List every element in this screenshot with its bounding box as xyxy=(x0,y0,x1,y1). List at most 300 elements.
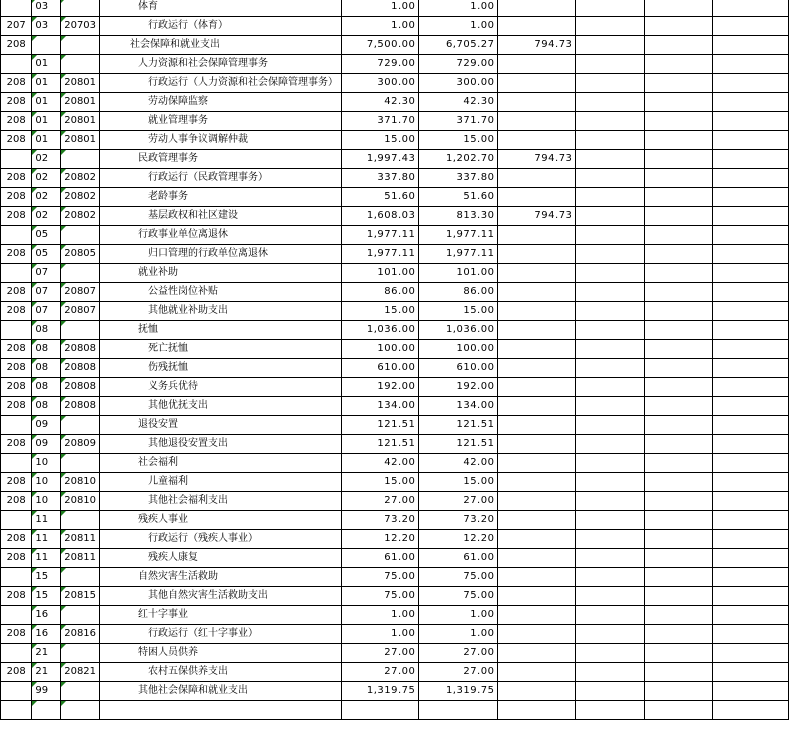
section-code-cell[interactable]: 11 xyxy=(32,549,61,568)
empty-cell[interactable] xyxy=(576,17,644,36)
section-code-cell[interactable]: 15 xyxy=(32,587,61,606)
subject-name-cell[interactable]: 劳动保障监察 xyxy=(100,93,342,112)
item-code-cell[interactable]: 20808 xyxy=(61,397,100,416)
empty-cell[interactable] xyxy=(576,511,644,530)
empty-cell[interactable] xyxy=(576,701,644,720)
empty-cell[interactable] xyxy=(644,264,712,283)
item-code-cell[interactable] xyxy=(61,454,100,473)
total-amount-cell[interactable]: 1,319.75 xyxy=(342,682,419,701)
section-code-cell[interactable]: 99 xyxy=(32,682,61,701)
item-code-cell[interactable] xyxy=(61,150,100,169)
basic-expense-cell[interactable]: 121.51 xyxy=(419,416,498,435)
project-expense-cell[interactable] xyxy=(498,321,576,340)
class-code-cell[interactable] xyxy=(1,606,32,625)
section-code-cell[interactable]: 10 xyxy=(32,492,61,511)
class-code-cell[interactable]: 208 xyxy=(1,340,32,359)
empty-cell[interactable] xyxy=(713,131,789,150)
section-code-cell[interactable]: 01 xyxy=(32,93,61,112)
empty-cell[interactable] xyxy=(713,625,789,644)
class-code-cell[interactable] xyxy=(1,568,32,587)
total-amount-cell[interactable]: 1,977.11 xyxy=(342,245,419,264)
subject-name-cell[interactable]: 行政运行（残疾人事业） xyxy=(100,530,342,549)
empty-cell[interactable] xyxy=(576,150,644,169)
item-code-cell[interactable] xyxy=(61,568,100,587)
item-code-cell[interactable]: 20801 xyxy=(61,112,100,131)
total-amount-cell[interactable]: 121.51 xyxy=(342,416,419,435)
total-amount-cell[interactable]: 42.30 xyxy=(342,93,419,112)
item-code-cell[interactable]: 20808 xyxy=(61,378,100,397)
class-code-cell[interactable] xyxy=(1,511,32,530)
item-code-cell[interactable]: 20808 xyxy=(61,359,100,378)
total-amount-cell[interactable]: 75.00 xyxy=(342,587,419,606)
item-code-cell[interactable]: 20808 xyxy=(61,340,100,359)
class-code-cell[interactable]: 208 xyxy=(1,663,32,682)
subject-name-cell[interactable]: 其他优抚支出 xyxy=(100,397,342,416)
project-expense-cell[interactable]: 794.73 xyxy=(498,36,576,55)
empty-cell[interactable] xyxy=(644,663,712,682)
section-code-cell[interactable]: 02 xyxy=(32,169,61,188)
subject-name-cell[interactable]: 行政运行（红十字事业） xyxy=(100,625,342,644)
item-code-cell[interactable]: 20821 xyxy=(61,663,100,682)
empty-cell[interactable] xyxy=(644,321,712,340)
empty-cell[interactable] xyxy=(713,606,789,625)
basic-expense-cell[interactable]: 15.00 xyxy=(419,131,498,150)
item-code-cell[interactable]: 20801 xyxy=(61,93,100,112)
item-code-cell[interactable] xyxy=(61,701,100,720)
empty-cell[interactable] xyxy=(644,454,712,473)
item-code-cell[interactable]: 20802 xyxy=(61,207,100,226)
empty-cell[interactable] xyxy=(713,17,789,36)
subject-name-cell[interactable]: 其他就业补助支出 xyxy=(100,302,342,321)
item-code-cell[interactable] xyxy=(61,606,100,625)
project-expense-cell[interactable] xyxy=(498,378,576,397)
basic-expense-cell[interactable]: 134.00 xyxy=(419,397,498,416)
basic-expense-cell[interactable]: 101.00 xyxy=(419,264,498,283)
total-amount-cell[interactable]: 1,997.43 xyxy=(342,150,419,169)
project-expense-cell[interactable] xyxy=(498,55,576,74)
empty-cell[interactable] xyxy=(644,169,712,188)
subject-name-cell[interactable]: 残疾人事业 xyxy=(100,511,342,530)
empty-cell[interactable] xyxy=(644,587,712,606)
empty-cell[interactable] xyxy=(576,568,644,587)
empty-cell[interactable] xyxy=(713,226,789,245)
subject-name-cell[interactable]: 劳动人事争议调解仲裁 xyxy=(100,131,342,150)
total-amount-cell[interactable]: 1.00 xyxy=(342,625,419,644)
subject-name-cell[interactable]: 行政运行（民政管理事务） xyxy=(100,169,342,188)
item-code-cell[interactable]: 20805 xyxy=(61,245,100,264)
project-expense-cell[interactable] xyxy=(498,264,576,283)
empty-cell[interactable] xyxy=(644,283,712,302)
total-amount-cell[interactable]: 300.00 xyxy=(342,74,419,93)
basic-expense-cell[interactable]: 121.51 xyxy=(419,435,498,454)
empty-cell[interactable] xyxy=(713,188,789,207)
empty-cell[interactable] xyxy=(576,644,644,663)
class-code-cell[interactable]: 208 xyxy=(1,473,32,492)
total-amount-cell[interactable]: 134.00 xyxy=(342,397,419,416)
empty-cell[interactable] xyxy=(644,530,712,549)
empty-cell[interactable] xyxy=(713,568,789,587)
class-code-cell[interactable]: 208 xyxy=(1,397,32,416)
basic-expense-cell[interactable]: 73.20 xyxy=(419,511,498,530)
empty-cell[interactable] xyxy=(576,226,644,245)
empty-cell[interactable] xyxy=(644,36,712,55)
empty-cell[interactable] xyxy=(713,74,789,93)
total-amount-cell[interactable]: 192.00 xyxy=(342,378,419,397)
class-code-cell[interactable] xyxy=(1,150,32,169)
empty-cell[interactable] xyxy=(644,0,712,17)
basic-expense-cell[interactable]: 337.80 xyxy=(419,169,498,188)
basic-expense-cell[interactable]: 27.00 xyxy=(419,644,498,663)
total-amount-cell[interactable]: 15.00 xyxy=(342,302,419,321)
project-expense-cell[interactable] xyxy=(498,511,576,530)
empty-cell[interactable] xyxy=(713,397,789,416)
empty-cell[interactable] xyxy=(576,93,644,112)
section-code-cell[interactable]: 01 xyxy=(32,112,61,131)
empty-cell[interactable] xyxy=(644,74,712,93)
empty-cell[interactable] xyxy=(713,264,789,283)
item-code-cell[interactable] xyxy=(61,55,100,74)
class-code-cell[interactable]: 208 xyxy=(1,36,32,55)
subject-name-cell[interactable]: 社会保障和就业支出 xyxy=(100,36,342,55)
empty-cell[interactable] xyxy=(644,435,712,454)
empty-cell[interactable] xyxy=(644,93,712,112)
empty-cell[interactable] xyxy=(576,378,644,397)
empty-cell[interactable] xyxy=(713,302,789,321)
class-code-cell[interactable]: 208 xyxy=(1,492,32,511)
basic-expense-cell[interactable]: 192.00 xyxy=(419,378,498,397)
subject-name-cell[interactable]: 残疾人康复 xyxy=(100,549,342,568)
class-code-cell[interactable]: 208 xyxy=(1,378,32,397)
project-expense-cell[interactable] xyxy=(498,17,576,36)
total-amount-cell[interactable]: 1.00 xyxy=(342,17,419,36)
project-expense-cell[interactable] xyxy=(498,169,576,188)
section-code-cell[interactable]: 02 xyxy=(32,207,61,226)
empty-cell[interactable] xyxy=(576,625,644,644)
empty-cell[interactable] xyxy=(576,549,644,568)
subject-name-cell[interactable]: 体育 xyxy=(100,0,342,17)
project-expense-cell[interactable] xyxy=(498,473,576,492)
total-amount-cell[interactable]: 27.00 xyxy=(342,663,419,682)
item-code-cell[interactable]: 20802 xyxy=(61,169,100,188)
total-amount-cell[interactable]: 42.00 xyxy=(342,454,419,473)
empty-cell[interactable] xyxy=(644,625,712,644)
project-expense-cell[interactable] xyxy=(498,568,576,587)
section-code-cell[interactable]: 08 xyxy=(32,340,61,359)
empty-cell[interactable] xyxy=(713,340,789,359)
total-amount-cell[interactable]: 27.00 xyxy=(342,492,419,511)
section-code-cell[interactable]: 07 xyxy=(32,264,61,283)
total-amount-cell[interactable]: 1.00 xyxy=(342,0,419,17)
basic-expense-cell[interactable]: 86.00 xyxy=(419,283,498,302)
subject-name-cell[interactable]: 退役安置 xyxy=(100,416,342,435)
empty-cell[interactable] xyxy=(713,245,789,264)
project-expense-cell[interactable] xyxy=(498,454,576,473)
basic-expense-cell[interactable]: 371.70 xyxy=(419,112,498,131)
class-code-cell[interactable]: 208 xyxy=(1,93,32,112)
total-amount-cell[interactable]: 1,608.03 xyxy=(342,207,419,226)
basic-expense-cell[interactable]: 610.00 xyxy=(419,359,498,378)
section-code-cell[interactable]: 16 xyxy=(32,606,61,625)
empty-cell[interactable] xyxy=(576,169,644,188)
section-code-cell[interactable]: 01 xyxy=(32,131,61,150)
empty-cell[interactable] xyxy=(576,530,644,549)
empty-cell[interactable] xyxy=(644,245,712,264)
empty-cell[interactable] xyxy=(576,302,644,321)
basic-expense-cell[interactable]: 15.00 xyxy=(419,473,498,492)
item-code-cell[interactable] xyxy=(61,36,100,55)
empty-cell[interactable] xyxy=(644,17,712,36)
class-code-cell[interactable]: 208 xyxy=(1,169,32,188)
item-code-cell[interactable]: 20816 xyxy=(61,625,100,644)
item-code-cell[interactable]: 20811 xyxy=(61,549,100,568)
subject-name-cell[interactable]: 自然灾害生活救助 xyxy=(100,568,342,587)
empty-cell[interactable] xyxy=(644,55,712,74)
total-amount-cell[interactable]: 12.20 xyxy=(342,530,419,549)
project-expense-cell[interactable] xyxy=(498,283,576,302)
subject-name-cell[interactable]: 民政管理事务 xyxy=(100,150,342,169)
total-amount-cell[interactable]: 729.00 xyxy=(342,55,419,74)
total-amount-cell[interactable]: 75.00 xyxy=(342,568,419,587)
project-expense-cell[interactable] xyxy=(498,74,576,93)
section-code-cell[interactable]: 21 xyxy=(32,663,61,682)
basic-expense-cell[interactable]: 1,036.00 xyxy=(419,321,498,340)
empty-cell[interactable] xyxy=(576,682,644,701)
project-expense-cell[interactable] xyxy=(498,131,576,150)
class-code-cell[interactable]: 208 xyxy=(1,302,32,321)
project-expense-cell[interactable] xyxy=(498,492,576,511)
project-expense-cell[interactable] xyxy=(498,0,576,17)
total-amount-cell[interactable]: 121.51 xyxy=(342,435,419,454)
project-expense-cell[interactable] xyxy=(498,625,576,644)
class-code-cell[interactable] xyxy=(1,0,32,17)
item-code-cell[interactable] xyxy=(61,321,100,340)
class-code-cell[interactable]: 208 xyxy=(1,188,32,207)
basic-expense-cell[interactable]: 100.00 xyxy=(419,340,498,359)
empty-cell[interactable] xyxy=(713,492,789,511)
item-code-cell[interactable]: 20810 xyxy=(61,492,100,511)
basic-expense-cell[interactable]: 27.00 xyxy=(419,663,498,682)
class-code-cell[interactable] xyxy=(1,644,32,663)
section-code-cell[interactable]: 05 xyxy=(32,226,61,245)
subject-name-cell[interactable]: 社会福利 xyxy=(100,454,342,473)
empty-cell[interactable] xyxy=(713,55,789,74)
subject-name-cell[interactable]: 就业补助 xyxy=(100,264,342,283)
project-expense-cell[interactable] xyxy=(498,663,576,682)
project-expense-cell[interactable] xyxy=(498,302,576,321)
empty-cell[interactable] xyxy=(576,587,644,606)
empty-cell[interactable] xyxy=(644,511,712,530)
empty-cell[interactable] xyxy=(713,378,789,397)
empty-cell[interactable] xyxy=(576,397,644,416)
basic-expense-cell[interactable]: 15.00 xyxy=(419,302,498,321)
class-code-cell[interactable]: 207 xyxy=(1,17,32,36)
empty-cell[interactable] xyxy=(644,359,712,378)
subject-name-cell[interactable]: 行政事业单位离退休 xyxy=(100,226,342,245)
empty-cell[interactable] xyxy=(644,644,712,663)
empty-cell[interactable] xyxy=(576,283,644,302)
basic-expense-cell[interactable]: 1.00 xyxy=(419,0,498,17)
empty-cell[interactable] xyxy=(576,245,644,264)
empty-cell[interactable] xyxy=(576,321,644,340)
empty-cell[interactable] xyxy=(644,549,712,568)
empty-cell[interactable] xyxy=(713,511,789,530)
subject-name-cell[interactable]: 行政运行（体育） xyxy=(100,17,342,36)
section-code-cell[interactable]: 02 xyxy=(32,188,61,207)
empty-cell[interactable] xyxy=(644,207,712,226)
empty-cell[interactable] xyxy=(644,378,712,397)
basic-expense-cell[interactable]: 1.00 xyxy=(419,606,498,625)
empty-cell[interactable] xyxy=(644,416,712,435)
section-code-cell[interactable]: 02 xyxy=(32,150,61,169)
class-code-cell[interactable] xyxy=(1,682,32,701)
empty-cell[interactable] xyxy=(576,454,644,473)
section-code-cell[interactable]: 09 xyxy=(32,416,61,435)
project-expense-cell[interactable] xyxy=(498,416,576,435)
empty-cell[interactable] xyxy=(713,454,789,473)
project-expense-cell[interactable] xyxy=(498,606,576,625)
subject-name-cell[interactable]: 其他自然灾害生活救助支出 xyxy=(100,587,342,606)
class-code-cell[interactable] xyxy=(1,454,32,473)
empty-cell[interactable] xyxy=(713,549,789,568)
empty-cell[interactable] xyxy=(713,150,789,169)
item-code-cell[interactable]: 20801 xyxy=(61,74,100,93)
empty-cell[interactable] xyxy=(576,36,644,55)
subject-name-cell[interactable]: 就业管理事务 xyxy=(100,112,342,131)
item-code-cell[interactable]: 20810 xyxy=(61,473,100,492)
subject-name-cell[interactable]: 伤残抚恤 xyxy=(100,359,342,378)
project-expense-cell[interactable] xyxy=(498,359,576,378)
section-code-cell[interactable]: 08 xyxy=(32,397,61,416)
empty-cell[interactable] xyxy=(644,340,712,359)
total-amount-cell[interactable]: 51.60 xyxy=(342,188,419,207)
item-code-cell[interactable]: 20801 xyxy=(61,131,100,150)
basic-expense-cell[interactable]: 1,977.11 xyxy=(419,245,498,264)
empty-cell[interactable] xyxy=(644,302,712,321)
subject-name-cell[interactable]: 基层政权和社区建设 xyxy=(100,207,342,226)
class-code-cell[interactable]: 208 xyxy=(1,112,32,131)
total-amount-cell[interactable]: 15.00 xyxy=(342,131,419,150)
subject-name-cell[interactable]: 红十字事业 xyxy=(100,606,342,625)
item-code-cell[interactable]: 20815 xyxy=(61,587,100,606)
empty-cell[interactable] xyxy=(576,188,644,207)
class-code-cell[interactable]: 208 xyxy=(1,435,32,454)
class-code-cell[interactable]: 208 xyxy=(1,530,32,549)
project-expense-cell[interactable] xyxy=(498,549,576,568)
total-amount-cell[interactable]: 1,036.00 xyxy=(342,321,419,340)
section-code-cell[interactable]: 01 xyxy=(32,74,61,93)
basic-expense-cell[interactable]: 1.00 xyxy=(419,17,498,36)
item-code-cell[interactable] xyxy=(61,682,100,701)
empty-cell[interactable] xyxy=(713,587,789,606)
empty-cell[interactable] xyxy=(713,701,789,720)
basic-expense-cell[interactable]: 1.00 xyxy=(419,625,498,644)
empty-cell[interactable] xyxy=(576,112,644,131)
basic-expense-cell[interactable]: 6,705.27 xyxy=(419,36,498,55)
subject-name-cell[interactable]: 特困人员供养 xyxy=(100,644,342,663)
project-expense-cell[interactable] xyxy=(498,701,576,720)
class-code-cell[interactable] xyxy=(1,701,32,720)
empty-cell[interactable] xyxy=(713,283,789,302)
basic-expense-cell[interactable]: 813.30 xyxy=(419,207,498,226)
class-code-cell[interactable]: 208 xyxy=(1,245,32,264)
class-code-cell[interactable] xyxy=(1,226,32,245)
subject-name-cell[interactable]: 抚恤 xyxy=(100,321,342,340)
empty-cell[interactable] xyxy=(644,568,712,587)
section-code-cell[interactable]: 15 xyxy=(32,568,61,587)
empty-cell[interactable] xyxy=(644,112,712,131)
total-amount-cell[interactable] xyxy=(342,701,419,720)
empty-cell[interactable] xyxy=(644,701,712,720)
basic-expense-cell[interactable]: 42.30 xyxy=(419,93,498,112)
section-code-cell[interactable]: 11 xyxy=(32,530,61,549)
subject-name-cell[interactable]: 儿童福利 xyxy=(100,473,342,492)
total-amount-cell[interactable]: 1,977.11 xyxy=(342,226,419,245)
item-code-cell[interactable]: 20809 xyxy=(61,435,100,454)
empty-cell[interactable] xyxy=(644,226,712,245)
empty-cell[interactable] xyxy=(576,264,644,283)
section-code-cell[interactable]: 21 xyxy=(32,644,61,663)
basic-expense-cell[interactable]: 300.00 xyxy=(419,74,498,93)
empty-cell[interactable] xyxy=(713,473,789,492)
empty-cell[interactable] xyxy=(713,112,789,131)
section-code-cell[interactable]: 11 xyxy=(32,511,61,530)
class-code-cell[interactable] xyxy=(1,416,32,435)
item-code-cell[interactable]: 20811 xyxy=(61,530,100,549)
subject-name-cell[interactable]: 公益性岗位补贴 xyxy=(100,283,342,302)
section-code-cell[interactable]: 08 xyxy=(32,321,61,340)
empty-cell[interactable] xyxy=(713,36,789,55)
subject-name-cell[interactable]: 归口管理的行政单位离退休 xyxy=(100,245,342,264)
empty-cell[interactable] xyxy=(713,530,789,549)
project-expense-cell[interactable]: 794.73 xyxy=(498,207,576,226)
basic-expense-cell[interactable]: 1,202.70 xyxy=(419,150,498,169)
subject-name-cell[interactable]: 人力资源和社会保障管理事务 xyxy=(100,55,342,74)
total-amount-cell[interactable]: 1.00 xyxy=(342,606,419,625)
project-expense-cell[interactable]: 794.73 xyxy=(498,150,576,169)
section-code-cell[interactable]: 16 xyxy=(32,625,61,644)
section-code-cell[interactable] xyxy=(32,701,61,720)
section-code-cell[interactable]: 03 xyxy=(32,0,61,17)
total-amount-cell[interactable]: 61.00 xyxy=(342,549,419,568)
empty-cell[interactable] xyxy=(576,492,644,511)
class-code-cell[interactable]: 208 xyxy=(1,625,32,644)
total-amount-cell[interactable]: 27.00 xyxy=(342,644,419,663)
empty-cell[interactable] xyxy=(713,359,789,378)
empty-cell[interactable] xyxy=(644,473,712,492)
total-amount-cell[interactable]: 101.00 xyxy=(342,264,419,283)
empty-cell[interactable] xyxy=(576,473,644,492)
basic-expense-cell[interactable]: 51.60 xyxy=(419,188,498,207)
total-amount-cell[interactable]: 73.20 xyxy=(342,511,419,530)
empty-cell[interactable] xyxy=(644,131,712,150)
empty-cell[interactable] xyxy=(576,606,644,625)
project-expense-cell[interactable] xyxy=(498,112,576,131)
total-amount-cell[interactable]: 100.00 xyxy=(342,340,419,359)
project-expense-cell[interactable] xyxy=(498,245,576,264)
item-code-cell[interactable] xyxy=(61,0,100,17)
subject-name-cell[interactable]: 其他社会保障和就业支出 xyxy=(100,682,342,701)
empty-cell[interactable] xyxy=(576,55,644,74)
total-amount-cell[interactable]: 371.70 xyxy=(342,112,419,131)
section-code-cell[interactable] xyxy=(32,36,61,55)
empty-cell[interactable] xyxy=(644,682,712,701)
class-code-cell[interactable] xyxy=(1,321,32,340)
project-expense-cell[interactable] xyxy=(498,397,576,416)
basic-expense-cell[interactable]: 61.00 xyxy=(419,549,498,568)
class-code-cell[interactable]: 208 xyxy=(1,207,32,226)
class-code-cell[interactable]: 208 xyxy=(1,587,32,606)
total-amount-cell[interactable]: 610.00 xyxy=(342,359,419,378)
